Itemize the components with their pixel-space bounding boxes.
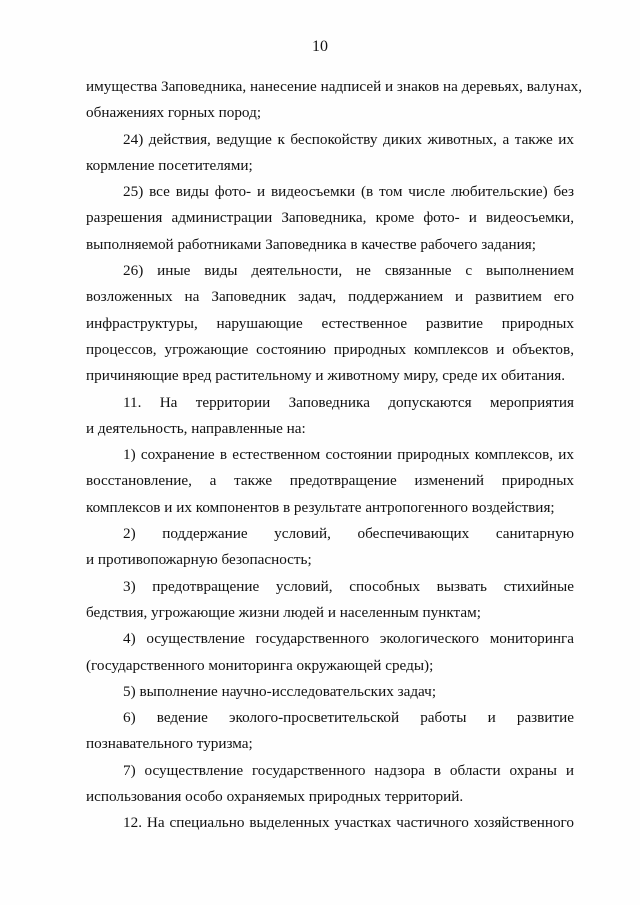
text-line: 2) поддержание условий, обеспечивающих санитарную	[123, 525, 574, 543]
text-line: 7) осуществление государственного надзора в области охраны и	[123, 761, 574, 779]
text-line: использования особо охраняемых природных территорий.	[86, 788, 464, 806]
text-line: кормление посетителями;	[86, 156, 253, 174]
text-line: познавательного туризма;	[86, 735, 253, 753]
text-line: 1) сохранение в естественном состоянии природных комплексов, их	[123, 446, 574, 464]
text-line: и деятельность, направленные на:	[86, 419, 306, 437]
text-line: причиняющие вред растительному и животному миру, среде их обитания.	[86, 367, 566, 385]
text-line: инфраструктуры, нарушающие естественное развитие природных	[86, 314, 574, 332]
text-line: 25) все виды фото- и видеосъемки (в том числе любительские) без	[123, 183, 574, 201]
text-line: и противопожарную безопасность;	[86, 551, 312, 569]
text-line: возложенных на Заповедник задач, поддержанием и развитием его	[86, 288, 574, 306]
text-line: 11. На территории Заповедника допускаются мероприятия	[123, 393, 574, 411]
text-line: 24) действия, ведущие к беспокойству диких животных, а также их	[123, 130, 574, 148]
text-line: имущества Заповедника, нанесение надписей и знаков на деревьях, валунах,	[86, 78, 582, 95]
text-line: комплексов и их компонентов в результате антропогенного воздействия;	[86, 498, 555, 516]
text-line: 12. На специально выделенных участках частичного хозяйственного	[123, 814, 574, 832]
text-line: бедствия, угрожающие жизни людей и населенным пунктам;	[86, 603, 481, 621]
text-line: разрешения администрации Заповедника, кроме фото- и видеосъемки,	[86, 209, 574, 227]
text-line: 4) осуществление государственного экологического мониторинга	[123, 630, 574, 648]
document-body	[86, 74, 582, 837]
text-line: процессов, угрожающие состоянию природных комплексов и объектов,	[86, 340, 574, 358]
text-line: выполняемой работниками Заповедника в качестве рабочего задания;	[86, 235, 536, 253]
text-line: обнажениях горных пород;	[86, 104, 262, 122]
text-line: 26) иные виды деятельности, не связанные с выполнением	[123, 262, 574, 280]
text-line: 6) ведение эколого-просветительской работы и развитие	[123, 709, 574, 727]
text-line: (государственного мониторинга окружающей среды);	[86, 656, 434, 674]
page-number: 10	[312, 38, 328, 55]
text-line: восстановление, а также предотвращение изменений природных	[86, 472, 574, 490]
text-line: 5) выполнение научно-исследовательских задач;	[123, 682, 437, 700]
text-line: 3) предотвращение условий, способных вызвать стихийные	[123, 577, 574, 595]
